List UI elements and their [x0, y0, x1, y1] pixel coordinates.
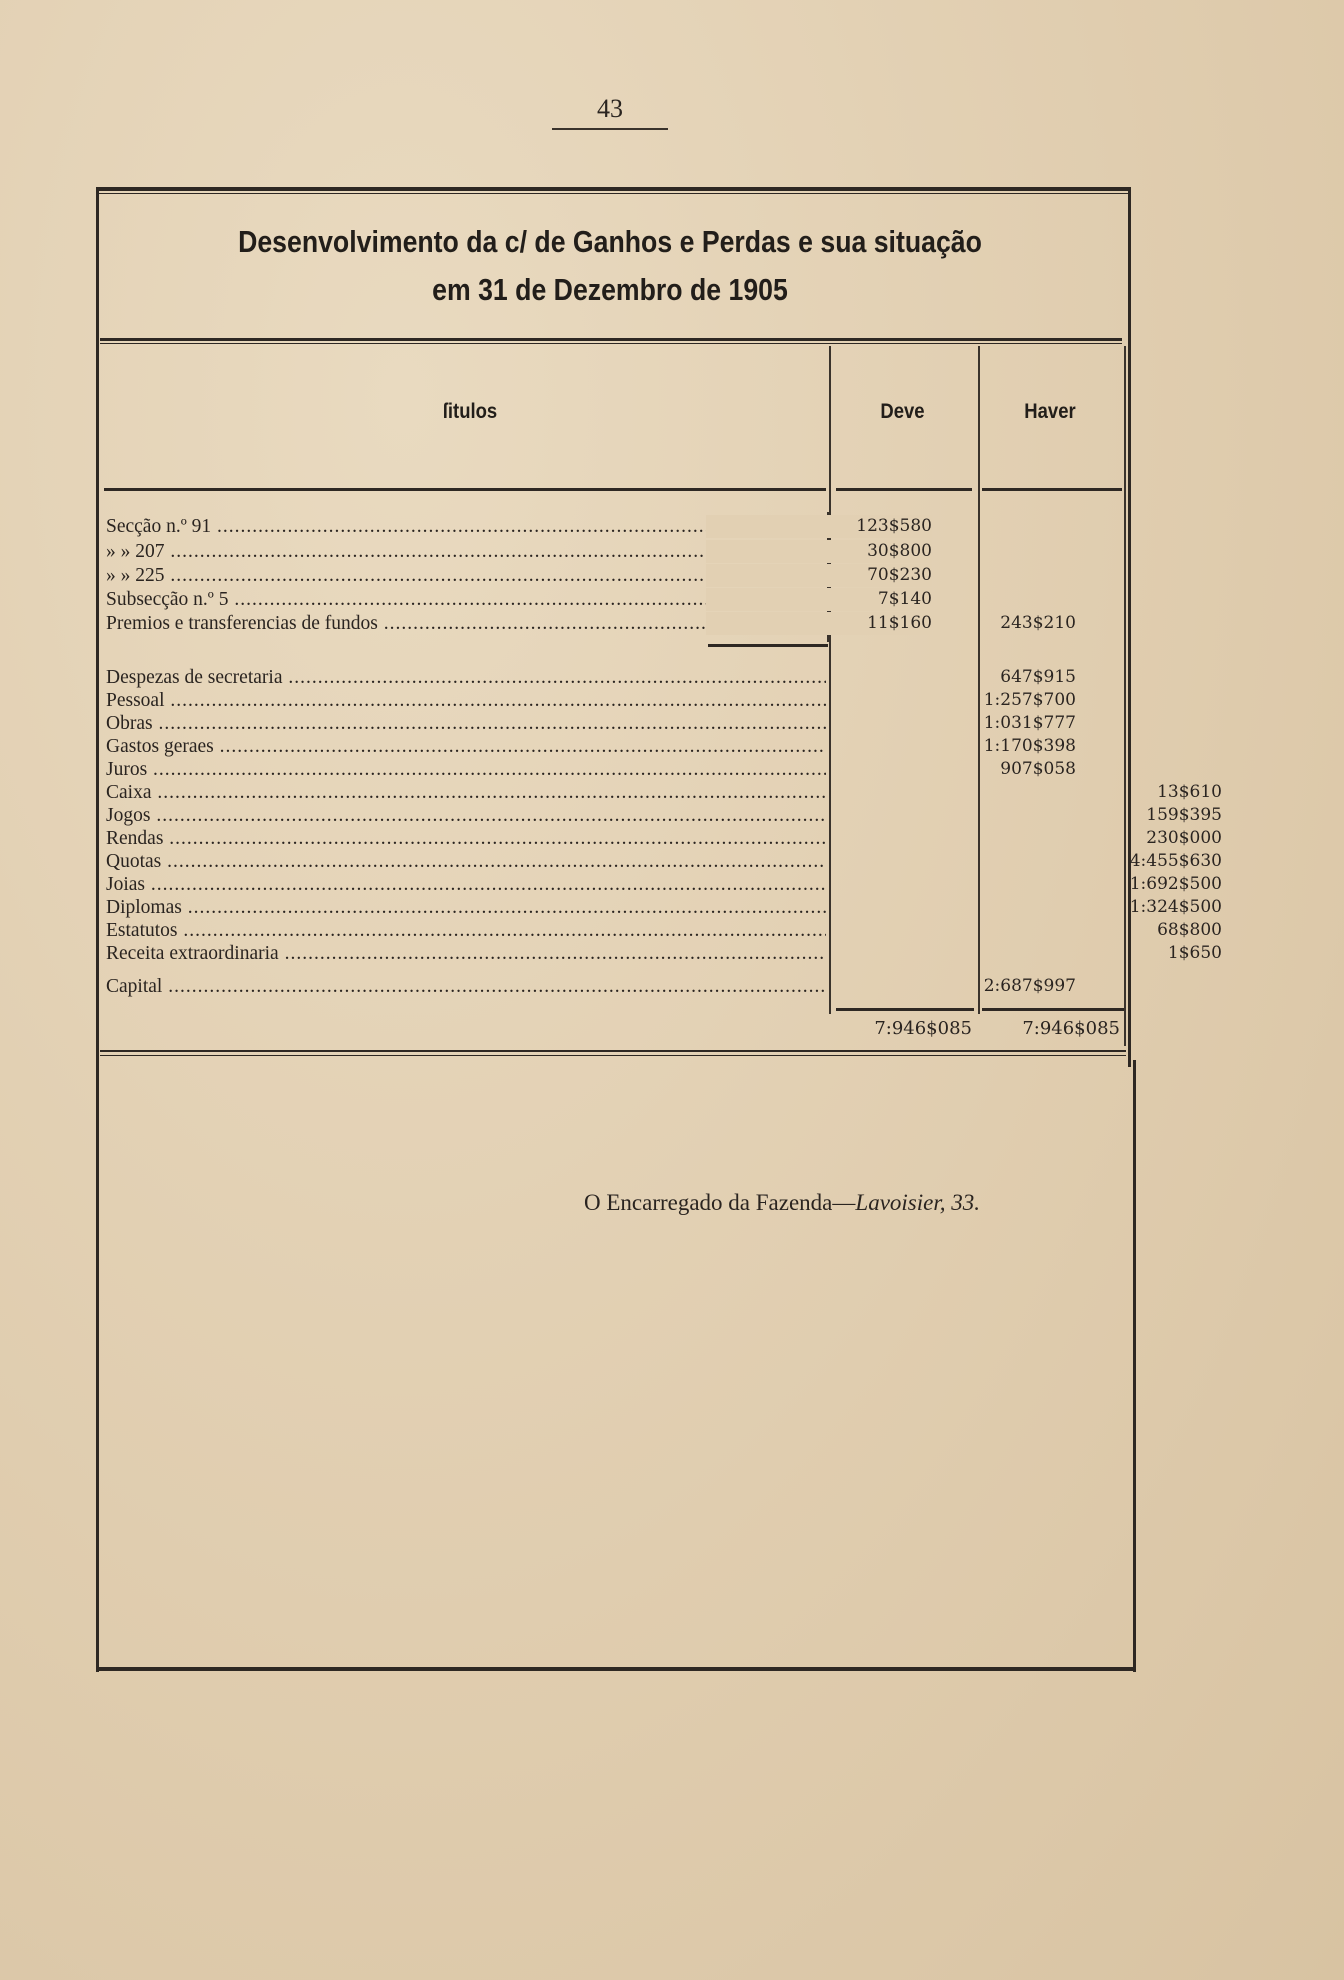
table-row	[106, 588, 1126, 611]
header-deve: Deve	[880, 400, 925, 423]
row-label: Quotas .....	[106, 850, 826, 873]
header-haver: Haver	[1024, 400, 1076, 423]
row-subvalue: 70$230	[706, 564, 932, 587]
row-haver: 1:692$500	[1129, 874, 1222, 894]
row-subvalue: 7$140	[706, 588, 932, 611]
title-line-1: Desenvolvimento da c/ de Ganhos e Perdas e sua situação	[238, 224, 982, 259]
table-row	[106, 827, 1222, 850]
table-row	[106, 540, 1126, 563]
row-haver: 4:455$630	[1129, 851, 1222, 871]
header-titulos: ſitulos	[442, 400, 498, 423]
header-rule-deve	[836, 488, 972, 491]
table-row	[106, 612, 1126, 635]
row-label: Pessoal .....	[106, 689, 826, 712]
total-rule-deve	[836, 1008, 974, 1011]
title-rule	[100, 338, 1122, 341]
table-row	[106, 666, 1126, 689]
frame-top	[96, 187, 1130, 191]
total-deve: 7:946$085	[874, 1018, 972, 1039]
row-subvalue: 123$580	[706, 515, 932, 538]
row-subvalue: 30$800	[706, 540, 932, 563]
row-deve: 1:170$398	[983, 736, 1076, 756]
row-haver: 13$610	[1157, 782, 1222, 802]
frame-left	[96, 187, 99, 1672]
table-row	[106, 781, 1222, 804]
row-haver: 1:324$500	[1129, 897, 1222, 917]
row-label: Rendas .....	[106, 827, 826, 850]
row-label: Capital .....	[106, 975, 826, 998]
row-label: Despezas de secretaria .....	[106, 666, 826, 689]
row-label: Gastos geraes .....	[106, 735, 826, 758]
table-row	[106, 804, 1222, 827]
row-haver: 1$650	[1167, 943, 1222, 963]
row-deve: 2:687$997	[983, 976, 1076, 996]
row-label: Obras .....	[106, 712, 826, 735]
frame-right-lower	[1133, 1060, 1136, 1672]
table-row	[106, 850, 1222, 873]
table-row	[106, 919, 1222, 942]
row-deve: 647$915	[1000, 667, 1076, 687]
page-number-rule	[552, 128, 668, 130]
row-label: Jogos .....	[106, 804, 826, 827]
total-rule-haver	[982, 1008, 1124, 1011]
signature-line	[584, 1190, 980, 1216]
row-label: Receita extraordinaria .....	[106, 942, 826, 965]
table-end-rule	[100, 1050, 1126, 1052]
table-end-rule-thin	[100, 1055, 1126, 1056]
table-row	[106, 896, 1222, 919]
table-row	[106, 689, 1126, 712]
row-haver: 230$000	[1146, 828, 1222, 848]
row-label: Premios e transferencias de fundos .....	[106, 612, 826, 635]
row-label: Secção n.º 91 .....	[106, 515, 826, 538]
page-number: 43	[597, 94, 623, 123]
row-deve: 1:257$700	[983, 690, 1076, 710]
signature-name: Lavoisier, 33.	[855, 1190, 980, 1215]
table-row	[106, 942, 1222, 965]
table-row	[106, 735, 1126, 758]
row-haver: 68$800	[1157, 920, 1222, 940]
frame-top-inner	[96, 193, 1130, 194]
subtotal-rule	[708, 644, 828, 647]
frame-bottom	[96, 1667, 1136, 1671]
signature-text: O Encarregado da Fazenda—	[584, 1190, 856, 1215]
header-rule-haver	[982, 488, 1122, 491]
table-row	[106, 758, 1126, 781]
row-label: Caixa .....	[106, 781, 826, 804]
total-haver: 7:946$085	[1022, 1018, 1120, 1039]
title-line-2: em 31 de Dezembro de 1905	[432, 272, 788, 307]
row-label: Estatutos .....	[106, 919, 826, 942]
row-label: Juros .....	[106, 758, 826, 781]
table-row	[106, 873, 1222, 896]
row-subvalue: 11$160	[706, 612, 932, 635]
table-row	[106, 975, 1126, 998]
row-label: Subsecção n.º 5 .....	[106, 588, 826, 611]
table-row	[106, 515, 1126, 538]
row-deve: 1:031$777	[983, 713, 1076, 733]
row-label: Joias .....	[106, 873, 826, 896]
row-deve: 243$210	[1000, 613, 1076, 633]
row-deve: 907$058	[1000, 759, 1076, 779]
row-label: Diplomas .....	[106, 896, 826, 919]
table-row	[106, 564, 1126, 587]
header-rule-titulos	[104, 488, 826, 491]
table-row	[106, 712, 1126, 735]
row-haver: 159$395	[1146, 805, 1222, 825]
row-label: » » 225 .....	[106, 564, 826, 587]
title-rule-thin	[100, 343, 1122, 344]
row-label: » » 207 .....	[106, 540, 826, 563]
document-title	[180, 218, 1040, 314]
